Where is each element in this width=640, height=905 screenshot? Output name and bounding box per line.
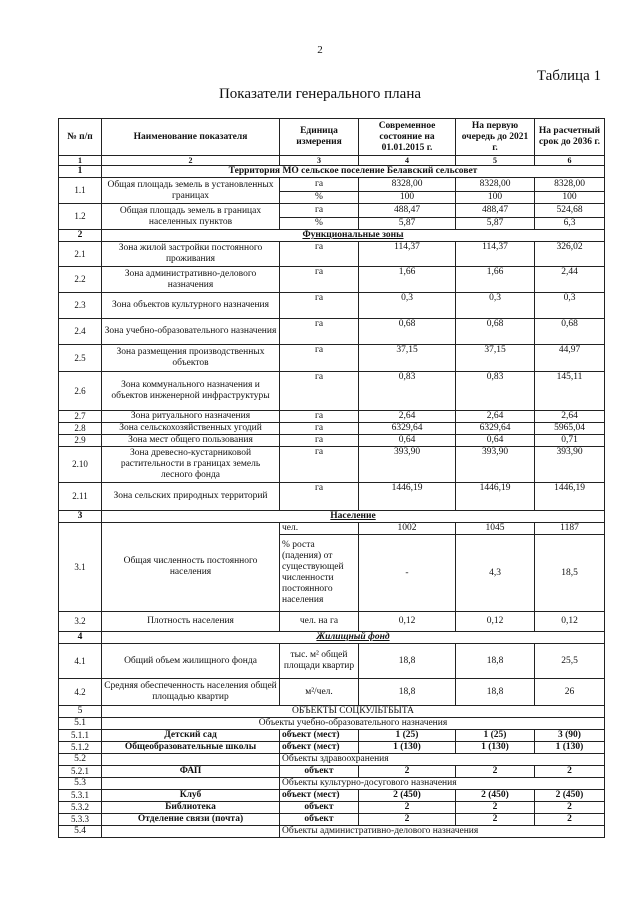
row-target: 145,11 [535,372,605,411]
row-name: Зона коммунального назначения и объектов инженерной инфраструктуры [102,372,280,411]
row-name: Зона объектов культурного назначения [102,293,280,319]
row-unit: га [280,178,359,192]
section-num: 3 [59,511,102,523]
row-name: Зона жилой застройки постоянного проживания [102,242,280,267]
row-first: 5,87 [456,218,535,230]
row-name: Зона ритуального назначения [102,411,280,423]
row-target: 25,5 [535,644,605,679]
section-row [59,511,605,523]
row-target: 2 [535,802,605,814]
row-unit: га [280,411,359,423]
row-target: 6,3 [535,218,605,230]
row-target: 326,02 [535,242,605,267]
column-index-row [59,156,605,166]
table-row [59,679,605,706]
row-name: Общий объем жилищного фонда [102,644,280,679]
row-first: 2 (450) [456,790,535,802]
row-target: 3 (90) [535,730,605,742]
section-row [59,230,605,242]
section-row [59,166,605,178]
table-row [59,766,605,778]
table-row [59,204,605,218]
row-unit: чел. [280,523,359,535]
row-name: Зона размещения производственных объектов [102,345,280,372]
row-first: 114,37 [456,242,535,267]
header-first-stage: На первую очередь до 2021 г. [456,119,535,156]
section-row [59,632,605,644]
subsection-row [59,826,605,838]
subsection-title: Объекты культурно-досугового назначения [280,778,605,790]
section-title: Жилищный фонд [102,632,605,644]
row-first: 0,64 [456,435,535,447]
table-row [59,612,605,632]
row-target: 2 [535,814,605,826]
row-first: 0,83 [456,372,535,411]
row-num: 3.2 [59,612,102,632]
section-title: Функциональные зоны [102,230,605,242]
row-target: 1446,19 [535,483,605,511]
row-num: 5.3 [59,778,102,790]
index-cell: 3 [280,156,359,166]
table-row [59,730,605,742]
row-current: 18,8 [359,644,456,679]
row-current: 100 [359,192,456,204]
row-first: 2 [456,766,535,778]
page-title: Показатели генерального плана [218,86,422,102]
table-row [59,293,605,319]
row-num: 5.3.1 [59,790,102,802]
row-first: 0,68 [456,319,535,345]
row-unit: % [280,218,359,230]
row-unit: га [280,447,359,483]
row-first: 2,64 [456,411,535,423]
row-unit: га [280,435,359,447]
row-target: 5965,04 [535,423,605,435]
row-num: 1.2 [59,204,102,230]
row-unit: га [280,293,359,319]
row-first: 37,15 [456,345,535,372]
row-first: 2 [456,814,535,826]
row-current: 0,64 [359,435,456,447]
row-target: 393,90 [535,447,605,483]
row-current: 8328,00 [359,178,456,192]
table-row [59,447,605,483]
row-num: 3.1 [59,523,102,612]
row-current: 0,68 [359,319,456,345]
index-cell: 1 [59,156,102,166]
row-name: ФАП [102,766,280,778]
row-name: Общая численность постоянного населения [102,523,280,612]
row-unit: объект (мест) [280,742,359,754]
row-target: 0,71 [535,435,605,447]
row-target: 2 (450) [535,790,605,802]
row-name: Зона административно-делового назначения [102,267,280,293]
row-unit: га [280,483,359,511]
section-row [59,706,605,718]
row-unit: м²/чел. [280,679,359,706]
row-current: 2 [359,802,456,814]
row-num: 5.2.1 [59,766,102,778]
row-num: 5.1.2 [59,742,102,754]
row-name: Общая площадь земель в установленных границах [102,178,280,204]
index-cell: 2 [102,156,280,166]
table-row [59,372,605,411]
row-num: 5.1 [59,718,102,730]
row-unit: тыс. м² общей площади квартир [280,644,359,679]
header-num: № п/п [59,119,102,156]
row-num: 5.1.1 [59,730,102,742]
row-num: 2.1 [59,242,102,267]
row-name: Общеобразовательные школы [102,742,280,754]
header-unit: Единица измерения [280,119,359,156]
section-title: Территория МО сельское поселение Белавский сельсовет [102,166,605,178]
table-row [59,802,605,814]
row-unit: га [280,319,359,345]
row-current: 37,15 [359,345,456,372]
row-current: 1,66 [359,267,456,293]
row-current: 18,8 [359,679,456,706]
subsection-row [59,778,605,790]
table-row [59,435,605,447]
row-first: 0,12 [456,612,535,632]
table-row [59,345,605,372]
row-num: 2.8 [59,423,102,435]
row-first: 1 (130) [456,742,535,754]
row-target: 2 [535,766,605,778]
row-first: 1,66 [456,267,535,293]
row-first: 100 [456,192,535,204]
row-first: 18,8 [456,644,535,679]
row-num: 5.3.2 [59,802,102,814]
section-title: ОБЪЕКТЫ СОЦКУЛЬТБЫТА [102,706,605,718]
row-num: 4.2 [59,679,102,706]
section-num: 1 [59,166,102,178]
row-current: 1 (25) [359,730,456,742]
row-name: Отделение связи (почта) [102,814,280,826]
table-row [59,742,605,754]
row-target: 26 [535,679,605,706]
table-row [59,267,605,293]
row-target: 100 [535,192,605,204]
index-cell: 5 [456,156,535,166]
row-name: Зона мест общего пользования [102,435,280,447]
row-current: 5,87 [359,218,456,230]
row-current: 2 [359,766,456,778]
subsection-title: Объекты здравоохранения [280,754,605,766]
table-row [59,423,605,435]
row-num: 5.4 [59,826,102,838]
index-cell: 4 [359,156,456,166]
row-current: 0,12 [359,612,456,632]
row-first: 1045 [456,523,535,535]
row-first: 0,3 [456,293,535,319]
table-row [59,814,605,826]
row-name: Зона сельскохозяйственных угодий [102,423,280,435]
row-target: 1187 [535,523,605,535]
row-current: 393,90 [359,447,456,483]
row-first: 18,8 [456,679,535,706]
subsection-row [59,718,605,730]
row-target: 44,97 [535,345,605,372]
row-unit: объект [280,766,359,778]
row-first: 393,90 [456,447,535,483]
row-unit: объект (мест) [280,730,359,742]
row-num: 5.2 [59,754,102,766]
row-name: Клуб [102,790,280,802]
row-current: 0,83 [359,372,456,411]
row-num: 2.4 [59,319,102,345]
row-current: 0,3 [359,293,456,319]
table-label: Таблица 1 [536,68,601,84]
row-current: 1446,19 [359,483,456,511]
table-row [59,790,605,802]
row-name: Библиотека [102,802,280,814]
row-unit: % [280,192,359,204]
row-num: 1.1 [59,178,102,204]
section-num: 2 [59,230,102,242]
row-current: 114,37 [359,242,456,267]
indicators-table [58,118,605,838]
table-row [59,242,605,267]
row-unit: га [280,345,359,372]
header-name: Наименование показателя [102,119,280,156]
row-unit: объект (мест) [280,790,359,802]
row-first: 1446,19 [456,483,535,511]
header-target: На расчетный срок до 2036 г. [535,119,605,156]
row-first: 4,3 [456,535,535,612]
row-current: 2 [359,814,456,826]
row-unit: га [280,372,359,411]
row-unit: га [280,423,359,435]
row-current: 2,64 [359,411,456,423]
row-unit: объект [280,814,359,826]
row-name: Средняя обеспеченность населения общей площадью квартир [102,679,280,706]
row-num: 2.3 [59,293,102,319]
row-target: 0,68 [535,319,605,345]
row-current: 1 (130) [359,742,456,754]
section-title: Население [102,511,605,523]
table-row [59,644,605,679]
header-current: Современное состояние на 01.01.2015 г. [359,119,456,156]
table-row [59,523,605,535]
row-num: 2.6 [59,372,102,411]
row-name: Зона древесно-кустарниковой растительности в границах земель лесного фонда [102,447,280,483]
row-target: 2,44 [535,267,605,293]
row-first: 488,47 [456,204,535,218]
row-first: 8328,00 [456,178,535,192]
row-target: 524,68 [535,204,605,218]
table-row [59,178,605,192]
row-first: 1 (25) [456,730,535,742]
section-num: 5 [59,706,102,718]
row-unit: га [280,267,359,293]
row-num: 2.11 [59,483,102,511]
row-current: 2 (450) [359,790,456,802]
row-num: 2.10 [59,447,102,483]
row-target: 0,12 [535,612,605,632]
row-name: Зона сельских природных территорий [102,483,280,511]
table-row [59,483,605,511]
row-unit: га [280,242,359,267]
subsection-row [59,754,605,766]
subsection-title: Объекты административно-делового назначения [280,826,605,838]
row-name: Плотность населения [102,612,280,632]
row-num: 2.2 [59,267,102,293]
row-current: 1002 [359,523,456,535]
row-current: - [359,535,456,612]
row-unit: чел. на га [280,612,359,632]
header-row [59,119,605,156]
row-current: 6329,64 [359,423,456,435]
page-number: 2 [317,44,323,56]
row-name: Общая площадь земель в границах населенных пунктов [102,204,280,230]
row-target: 18,5 [535,535,605,612]
table-row [59,411,605,423]
row-target: 1 (130) [535,742,605,754]
row-name: Зона учебно-образовательного назначения [102,319,280,345]
subsection-title: Объекты учебно-образовательного назначения [102,718,605,730]
row-unit: % роста (падения) от существующей численности постоянного населения [280,535,359,612]
row-num: 2.7 [59,411,102,423]
row-current: 488,47 [359,204,456,218]
section-num: 4 [59,632,102,644]
index-cell: 6 [535,156,605,166]
row-first: 6329,64 [456,423,535,435]
row-name: Детский сад [102,730,280,742]
row-target: 2,64 [535,411,605,423]
row-num: 2.5 [59,345,102,372]
table-row [59,319,605,345]
row-unit: га [280,204,359,218]
row-num: 5.3.3 [59,814,102,826]
row-num: 2.9 [59,435,102,447]
row-target: 8328,00 [535,178,605,192]
row-unit: объект [280,802,359,814]
row-target: 0,3 [535,293,605,319]
row-num: 4.1 [59,644,102,679]
row-first: 2 [456,802,535,814]
